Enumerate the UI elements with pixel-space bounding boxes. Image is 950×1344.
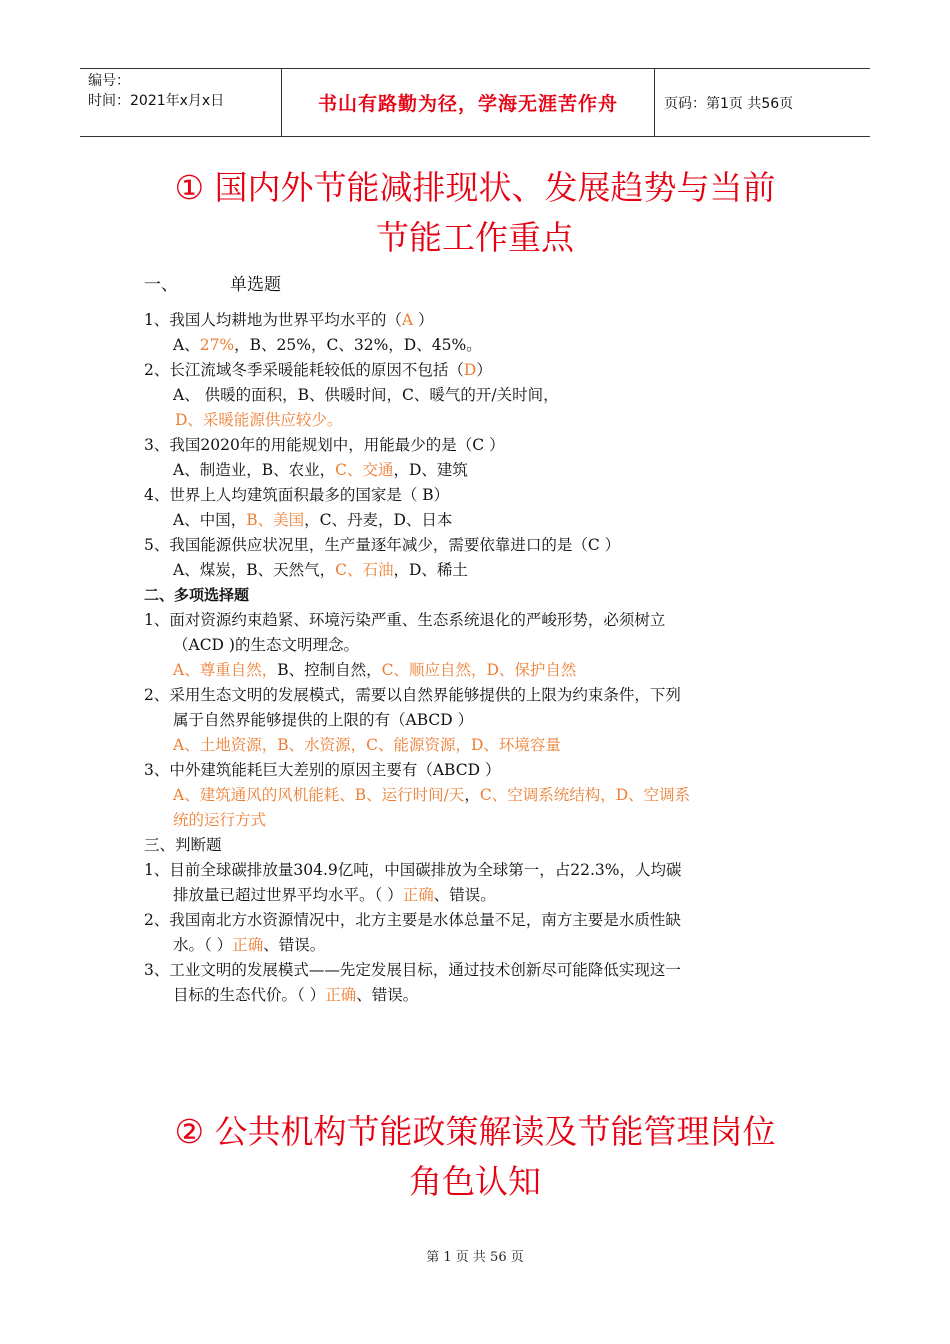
- page-info: 页码：第1页 共56页: [664, 95, 794, 112]
- mc-q1-line2: （ACD )的生态文明理念。: [173, 636, 359, 654]
- single-choice-heading: 一、 单选题: [144, 275, 281, 295]
- document-header: [80, 68, 870, 137]
- jd-q2-line1: 2、我国南北方水资源情况中，北方主要是水体总量不足，南方主要是水质性缺: [144, 911, 681, 929]
- sc-q3-options: A、制造业，B、农业，C、交通，D、建筑: [173, 461, 468, 479]
- mc-q3-line1: 3、中外建筑能耗巨大差别的原因主要有（ABCD ）: [144, 761, 501, 779]
- header-left-cell: [80, 69, 280, 138]
- section1-title-line1: ① 国内外节能减排现状、发展趋势与当前: [174, 168, 776, 207]
- multi-choice-heading: 二、多项选择题: [144, 586, 250, 604]
- mc-q3-answer-cont: 统的运行方式: [173, 811, 267, 829]
- jd-q1-line2: 排放量已超过世界平均水平。（ ）正确、错误。: [173, 886, 496, 904]
- date-label: 时间：2021年x月x日: [88, 93, 225, 109]
- jd-q1-line1: 1、目前全球碳排放量304.9亿吨，中国碳排放为全球第一，占22.3%，人均碳: [144, 861, 682, 879]
- sc-q3-stem: 3、我国2020年的用能规划中，用能最少的是（C ）: [144, 436, 505, 454]
- header-page-cell: [654, 69, 880, 136]
- mc-q2-line2: 属于自然界能够提供的上限的有（ABCD ）: [173, 711, 474, 729]
- jd-q2-line2: 水。（ ）正确、错误。: [173, 936, 326, 954]
- page-footer: 第 1 页 共 56 页: [426, 1250, 524, 1265]
- sc-q4-options: A、中国，B、美国，C、丹麦，D、日本: [173, 511, 453, 529]
- mc-q3-answer: A、建筑通风的风机能耗、B、运行时间/天，C、空调系统结构，D、空调系: [173, 786, 691, 804]
- sc-q5-stem: 5、我国能源供应状况里，生产量逐年减少，需要依靠进口的是（C ）: [144, 536, 621, 554]
- sc-q1-options: A、27%，B、25%，C、32%，D、45%。: [173, 336, 482, 354]
- section1-title-line2: 节能工作重点: [376, 218, 574, 257]
- sc-q2-answer: D、采暖能源供应较少。: [175, 411, 343, 429]
- sc-q2-options: A、 供暖的面积，B、供暖时间，C、暖气的开/关时间，: [173, 386, 559, 404]
- section2-title-line2: 角色认知: [409, 1162, 541, 1201]
- question-content: [144, 270, 824, 1008]
- header-motto-cell: [281, 69, 655, 136]
- mc-q2-answer: A、土地资源，B、水资源，C、能源资源，D、环境容量: [173, 736, 561, 754]
- mc-q2-line1: 2、采用生态文明的发展模式，需要以自然界能够提供的上限为约束条件，下列: [144, 686, 681, 704]
- jd-q3-line1: 3、工业文明的发展模式——先定发展目标，通过技术创新尽可能降低实现这一: [144, 961, 681, 979]
- sc-q2-stem: 2、长江流域冬季采暖能耗较低的原因不包括（D）: [144, 361, 492, 379]
- sc-q1-stem: 1、我国人均耕地为世界平均水平的（A ）: [144, 311, 434, 329]
- judgement-heading: 三、判断题: [144, 836, 222, 854]
- motto-text: 书山有路勤为径，学海无涯苦作舟: [317, 93, 618, 115]
- jd-q3-line2: 目标的生态代价。（ ）正确、错误。: [173, 986, 419, 1004]
- number-label: 编号：: [88, 73, 130, 89]
- mc-q1-answer: A、尊重自然，B、控制自然，C、顺应自然，D、保护自然: [173, 661, 577, 679]
- sc-q4-stem: 4、世界上人均建筑面积最多的国家是（ B）: [144, 486, 450, 504]
- sc-q5-options: A、煤炭，B、天然气，C、石油，D、稀土: [173, 561, 468, 579]
- mc-q1-line1: 1、面对资源约束趋紧、环境污染严重、生态系统退化的严峻形势，必须树立: [144, 611, 666, 629]
- section2-title-line1: ② 公共机构节能政策解读及节能管理岗位: [174, 1112, 776, 1151]
